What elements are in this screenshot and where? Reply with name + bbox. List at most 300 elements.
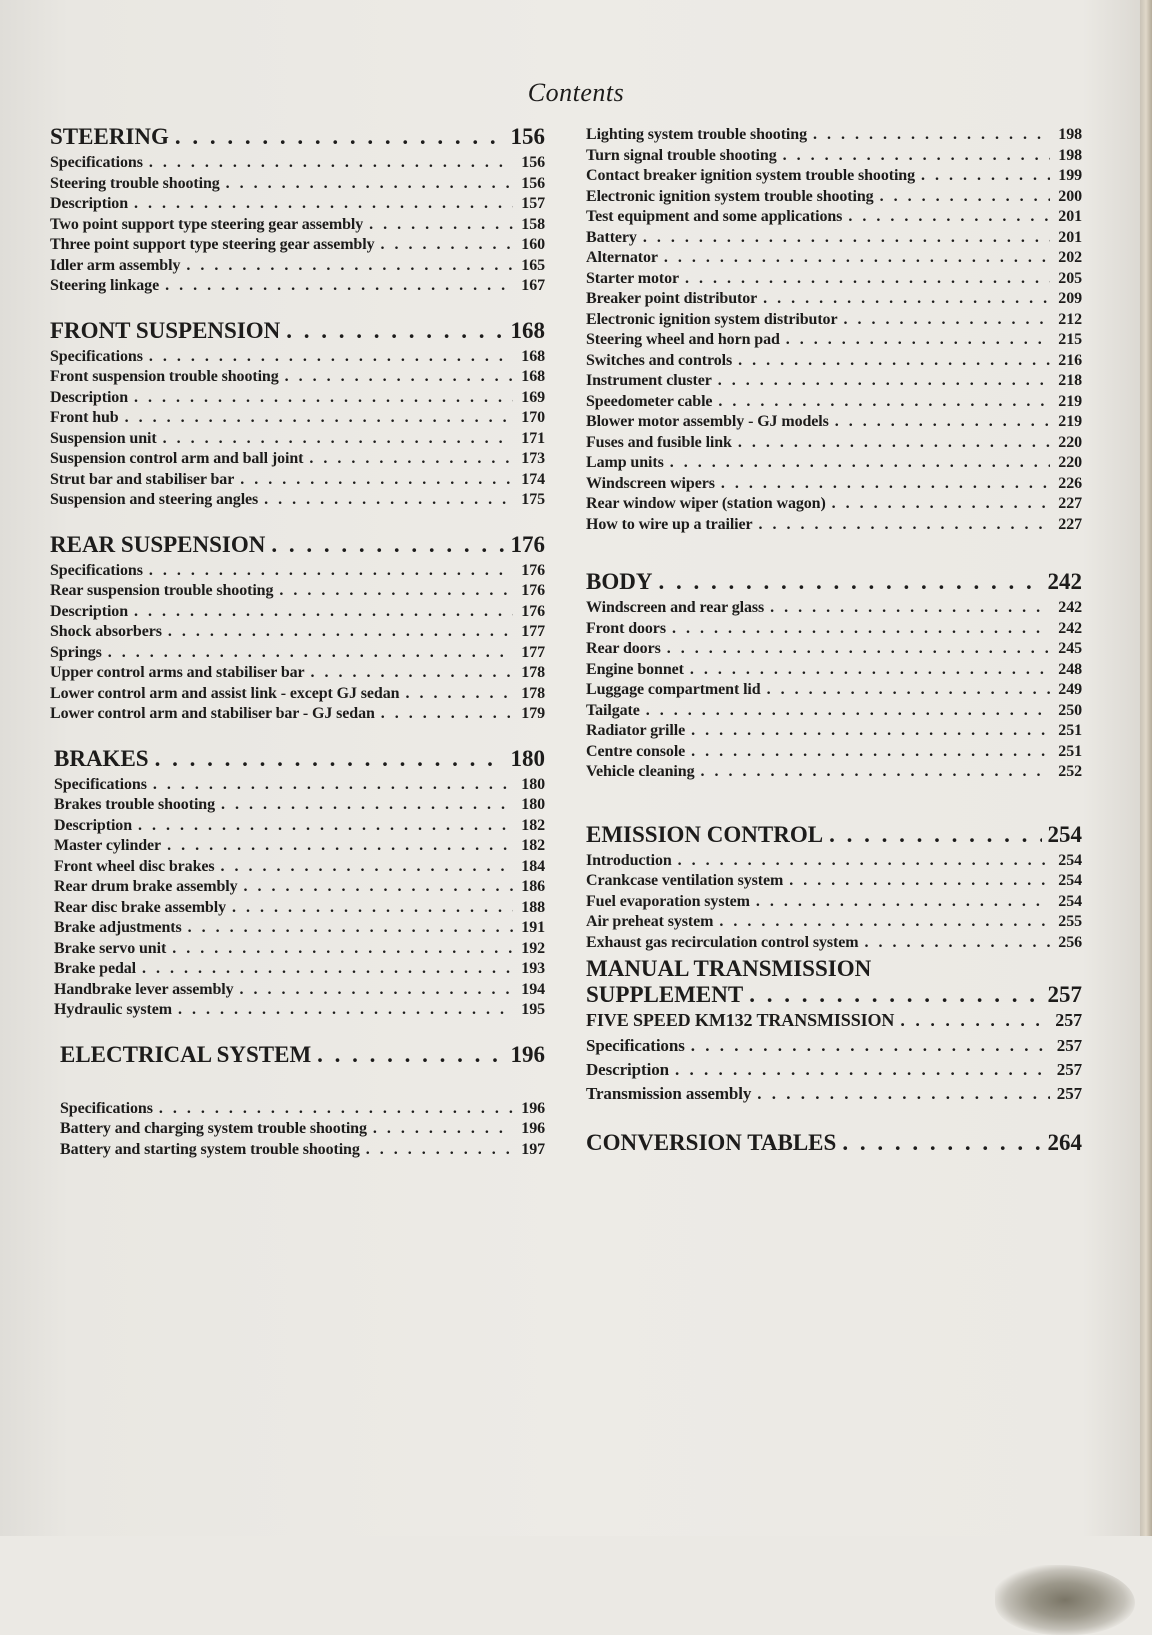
dot-leader [757,1084,1050,1104]
toc-entry[interactable] [50,919,545,940]
page-number: 256 [1058,933,1082,951]
page-number: 257 [1056,1060,1082,1079]
dot-leader [309,450,513,468]
entry-label: Handbrake lever assembly [54,980,234,998]
page-number: 242 [1047,569,1082,594]
section-heading-supplement[interactable] [586,982,1082,1010]
entry-label: CONVERSION TABLES [586,1130,837,1155]
section-heading-emission-control[interactable] [586,822,1082,852]
dot-leader [880,188,1050,206]
toc-entry[interactable] [586,661,1082,682]
entry-label: Front suspension trouble shooting [50,368,279,385]
toc-entry[interactable] [50,705,545,726]
page-number: 250 [1058,701,1082,719]
page-number: 178 [521,664,545,681]
page-number: 245 [1058,640,1082,657]
dot-leader [672,620,1050,638]
toc-entry[interactable] [586,1060,1082,1084]
section-heading-rear-suspension[interactable] [50,532,545,562]
entry-label: Exhaust gas recirculation control system [586,933,859,951]
toc-entry[interactable] [586,208,1082,229]
entry-label: Brakes trouble shooting [54,796,215,813]
dot-leader [921,167,1050,185]
dot-leader [221,858,513,876]
toc-entry[interactable] [50,348,545,369]
entry-label: EMISSION CONTROL [586,821,824,847]
page-number: 201 [1058,228,1082,246]
page-number: 242 [1058,619,1082,637]
entry-label: Specifications [60,1099,153,1117]
dot-leader [664,249,1050,267]
dot-leader [718,393,1050,411]
page-number: 255 [1058,913,1082,930]
section-gap [50,298,545,318]
entry-label: Shock absorbers [50,623,162,640]
entry-label: Contact breaker ignition system trouble shooting [586,167,915,184]
entry-label: Electronic ignition system distributor [586,310,838,328]
page-number: 219 [1058,392,1082,410]
page-number: 158 [521,215,545,233]
entry-label: Blower motor assembly - GJ models [586,413,829,430]
entry-label: Air preheat system [586,913,714,930]
dot-leader [311,664,513,682]
dot-leader [721,475,1050,493]
page-number: 242 [1058,599,1082,616]
toc-entry[interactable] [50,430,545,451]
dot-leader [149,562,513,580]
toc-entry[interactable] [586,640,1082,661]
dot-leader [864,934,1050,952]
entry-label: Fuel evaporation system [586,892,750,910]
page-number: 219 [1058,413,1082,430]
page-number: 251 [1058,742,1082,760]
page-number: 264 [1047,1130,1082,1155]
page-number: 156 [510,124,545,149]
toc-entry[interactable] [586,167,1082,188]
page-number: 257 [1056,1036,1082,1055]
toc-entry[interactable] [586,331,1082,352]
dot-leader [749,982,1041,1008]
entry-label: Rear window wiper (station wagon) [586,495,826,512]
dot-leader [134,389,513,407]
page-stain [995,1565,1135,1635]
toc-entry[interactable] [586,681,1082,702]
toc-entry[interactable] [50,582,545,603]
toc-entry[interactable] [586,249,1082,270]
toc-entry[interactable] [586,372,1082,393]
toc-entry[interactable] [586,743,1082,764]
entry-label: Strut bar and stabiliser bar [50,470,235,488]
page-number: 167 [521,277,545,294]
dot-leader [138,817,513,835]
toc-entry[interactable] [586,1084,1082,1108]
entry-label: Instrument cluster [586,372,712,389]
entry-label: FIVE SPEED KM132 TRANSMISSION [586,1010,895,1030]
toc-entry[interactable] [586,475,1082,496]
entry-label: Switches and controls [586,351,733,369]
entry-label: Steering trouble shooting [50,174,220,192]
toc-entry[interactable] [586,852,1082,873]
entry-label: Front doors [586,619,666,637]
entry-label: Rear drum brake assembly [54,878,238,895]
dot-leader [286,318,504,344]
dot-leader [149,348,513,366]
dot-leader [670,454,1050,472]
page-number: 175 [521,491,545,508]
entry-label: Specifications [50,561,143,579]
entry-label: BRAKES [54,745,149,771]
toc-entry[interactable] [586,495,1082,516]
toc-entry[interactable] [50,216,545,237]
dot-leader [718,372,1050,390]
toc-entry[interactable] [50,389,545,410]
page-number: 170 [521,409,545,426]
page-number: 257 [1047,982,1082,1007]
toc-entry[interactable] [586,620,1082,641]
page-number: 165 [521,256,545,274]
dot-leader [153,776,513,794]
page-number: 174 [521,470,545,488]
toc-entry[interactable] [586,229,1082,250]
toc-entry[interactable] [50,796,545,817]
toc-entry[interactable] [50,154,545,175]
toc-entry[interactable] [50,837,545,858]
toc-entry[interactable] [586,599,1082,620]
entry-label: REAR SUSPENSION [50,531,266,557]
entry-label: Rear doors [586,640,661,657]
entry-label: Front wheel disc brakes [54,857,215,875]
dot-leader [678,852,1050,870]
entry-label: Breaker point distributor [586,290,758,307]
toc-entry[interactable] [586,516,1082,537]
section-gap [50,1022,545,1042]
section-gap [586,1108,1082,1130]
toc-entry[interactable] [50,1141,545,1162]
dot-leader [767,681,1050,699]
dot-leader [738,352,1050,370]
page-number: 176 [521,582,545,599]
entry-label: Crankcase ventilation system [586,872,784,889]
entry-label: Upper control arms and stabiliser bar [50,664,305,681]
dot-leader [366,1141,513,1159]
dot-leader [178,1001,513,1019]
page-number: 182 [521,837,545,854]
dot-leader [759,516,1050,534]
toc-entry[interactable] [586,702,1082,723]
page-number: 171 [521,429,545,447]
toc-entry[interactable] [50,960,545,981]
toc-entry[interactable] [50,1001,545,1022]
section-gap [50,726,545,746]
toc-entry[interactable] [50,858,545,879]
toc-entry[interactable] [50,776,545,797]
toc-entry[interactable] [586,722,1082,743]
page-number: 254 [1047,821,1082,847]
entry-label: SUPPLEMENT [586,982,744,1007]
dot-leader [738,434,1050,452]
entry-label: Description [50,388,129,406]
entry-label: Two point support type steering gear assembly [50,215,364,233]
page-number: 254 [1058,892,1082,910]
entry-label: Electronic ignition system trouble shooting [586,187,874,205]
entry-label: Suspension control arm and ball joint [50,450,304,467]
page-number: 168 [510,317,545,343]
page-number: 218 [1058,372,1082,389]
toc-entry[interactable] [586,913,1082,934]
page-number: 193 [521,960,545,977]
entry-label: Hydraulic system [54,1001,172,1018]
toc-entry[interactable] [50,664,545,685]
section-heading-electrical-system[interactable] [50,1042,545,1072]
entry-label: Transmission assembly [586,1084,752,1103]
page-number: 192 [521,939,545,957]
page-number: 254 [1058,851,1082,869]
page-number: 176 [521,602,545,620]
entry-label: How to wire up a trailier [586,515,753,533]
dot-leader [691,743,1050,761]
entry-label: Suspension unit [50,429,157,447]
toc-entry[interactable] [50,878,545,899]
page-number: 251 [1058,722,1082,739]
toc-entry[interactable] [586,126,1082,147]
toc-entry[interactable] [50,685,545,706]
entry-label: Description [54,816,133,834]
section-heading-manual-transmission[interactable]: MANUAL TRANSMISSION [586,956,872,981]
entry-label: STEERING [50,124,169,149]
toc-entry[interactable] [50,981,545,1002]
entry-label: Specifications [586,1036,685,1055]
dot-leader [240,981,513,999]
toc-entry[interactable] [586,270,1082,291]
entry-label: Three point support type steering gear assembly [50,236,375,253]
toc-entry[interactable] [50,562,545,583]
dot-leader [125,409,513,427]
page-number: 169 [521,388,545,406]
toc-entry[interactable] [50,623,545,644]
dot-leader [165,277,513,295]
entry-label: Centre console [586,742,686,760]
entry-label: Tailgate [586,701,640,719]
entry-label: BODY [586,569,653,594]
entry-label: Luggage compartment lid [586,681,761,698]
dot-leader [186,257,513,275]
dot-leader [134,195,513,213]
toc-entry[interactable] [50,368,545,389]
entry-label: Lower control arm and assist link - except GJ sedan [50,684,400,702]
page-number: 257 [1056,1084,1082,1103]
toc-entry[interactable] [586,872,1082,893]
toc-entry[interactable] [50,940,545,961]
dot-leader [221,796,513,814]
toc-entry[interactable] [50,277,545,298]
dot-leader [832,495,1050,513]
section-heading-front-suspension[interactable] [50,318,545,348]
entry-label: Vehicle cleaning [586,763,695,780]
dot-leader [691,722,1050,740]
page-number: 176 [521,561,545,579]
toc-entry[interactable] [586,290,1082,311]
toc-entry[interactable] [586,147,1082,168]
section-gap [50,1072,545,1100]
dot-leader [244,878,513,896]
page-number: 194 [521,980,545,998]
entry-label: Brake servo unit [54,939,167,957]
dot-leader [108,644,513,662]
dot-leader [240,471,513,489]
toc-entry[interactable] [586,934,1082,955]
page-number: 179 [521,705,545,722]
dot-leader [142,960,513,978]
page-number: 157 [521,195,545,212]
page-number: 176 [510,531,545,557]
page-number: 173 [521,450,545,467]
page-number: 184 [521,857,545,875]
toc-entry[interactable] [50,491,545,512]
dot-leader [658,569,1041,595]
page-number: 227 [1058,495,1082,512]
entry-label: Lighting system trouble shooting [586,126,807,143]
toc-entry[interactable] [50,175,545,196]
toc-entry[interactable] [586,893,1082,914]
entry-label: Description [50,195,129,212]
page-number: 200 [1058,187,1082,205]
toc-entry[interactable] [50,450,545,471]
dot-leader [835,413,1050,431]
dot-leader [167,837,513,855]
toc-entry[interactable] [586,311,1082,332]
toc-entry[interactable] [50,817,545,838]
dot-leader [829,822,1041,848]
page-number: 156 [521,154,545,171]
dot-leader [232,899,513,917]
dot-leader [646,702,1050,720]
section-heading-steering[interactable] [50,124,545,154]
section-heading-brakes[interactable] [50,746,545,776]
page-number: 160 [521,236,545,253]
toc-entry[interactable] [50,603,545,624]
page-number: 195 [521,1001,545,1018]
dot-leader [149,154,513,172]
page-number: 180 [521,775,545,793]
toc-entry[interactable] [586,454,1082,475]
dot-leader [172,940,513,958]
entry-label: Windscreen and rear glass [586,599,765,616]
page-number: 209 [1058,290,1082,307]
dot-leader [643,229,1050,247]
page-edge [1140,0,1152,1536]
toc-entry[interactable] [586,434,1082,455]
dot-leader [163,430,513,448]
dot-leader [786,331,1050,349]
dot-leader [134,603,513,621]
page-number: 227 [1058,515,1082,533]
toc-entry[interactable] [586,188,1082,209]
dot-leader [770,599,1050,617]
section-heading-conversion-tables[interactable] [586,1130,1082,1160]
page-number: 180 [510,745,545,771]
dot-leader [667,640,1050,658]
toc-entry[interactable] [50,195,545,216]
entry-label: Turn signal trouble shooting [586,146,777,164]
page-number: 186 [521,878,545,895]
dot-leader [168,623,513,641]
page-number: 199 [1058,167,1082,184]
dot-leader [155,746,505,772]
entry-label: FRONT SUSPENSION [50,317,281,343]
toc-entry[interactable] [50,471,545,492]
dot-leader [783,147,1050,165]
entry-label: Springs [50,643,102,661]
manual-transmission-section [586,956,1082,982]
entry-label: Specifications [50,154,143,171]
toc-entry[interactable] [586,393,1082,414]
page-number: 205 [1058,269,1082,287]
entry-label: Alternator [586,249,658,266]
dot-leader [813,126,1050,144]
page-number: 220 [1058,433,1082,451]
dot-leader [690,661,1050,679]
toc-entry[interactable] [50,1100,545,1121]
entry-label: Steering wheel and horn pad [586,331,780,348]
toc-entry[interactable] [50,1120,545,1141]
toc-entry[interactable] [50,409,545,430]
page-number: 216 [1058,351,1082,369]
dot-leader [159,1100,513,1118]
page-number: 254 [1058,872,1082,889]
page-number: 177 [521,623,545,640]
page-number: 182 [521,816,545,834]
dot-leader [317,1042,504,1068]
toc-entry[interactable] [50,644,545,665]
dot-leader [381,705,513,723]
dot-leader [264,491,513,509]
section-gap [50,512,545,532]
entry-label: Starter motor [586,269,680,287]
dot-leader [380,236,513,254]
toc-entry[interactable] [586,1036,1082,1060]
entry-label: Description [50,602,129,620]
toc-entry[interactable] [50,899,545,920]
section-heading-body[interactable] [586,569,1082,599]
entry-label: Idler arm assembly [50,256,181,274]
entry-label: Master cylinder [54,837,162,854]
page-number: 196 [510,1041,545,1067]
page-number: 198 [1058,146,1082,164]
dot-leader [843,311,1050,329]
toc-entry[interactable] [586,413,1082,434]
page-number: 156 [521,174,545,192]
toc-entry[interactable] [50,257,545,278]
entry-label: ELECTRICAL SYSTEM [60,1041,312,1067]
dot-leader [188,919,513,937]
entry-label: Engine bonnet [586,660,684,678]
toc-entry[interactable] [50,236,545,257]
dot-leader [763,290,1050,308]
entry-label: Battery and starting system trouble shooting [60,1140,360,1158]
entry-label: Specifications [54,775,147,793]
entry-label: Steering linkage [50,277,160,294]
dot-leader [900,1010,1049,1031]
dot-leader [756,893,1050,911]
page-number: 168 [521,368,545,385]
page-number: 198 [1058,126,1082,143]
dot-leader [848,208,1050,226]
dot-leader [842,1130,1041,1156]
dot-leader [685,270,1050,288]
toc-entry[interactable] [586,352,1082,373]
sub-heading-five-speed[interactable] [586,1010,1082,1036]
toc-entry[interactable] [586,763,1082,784]
